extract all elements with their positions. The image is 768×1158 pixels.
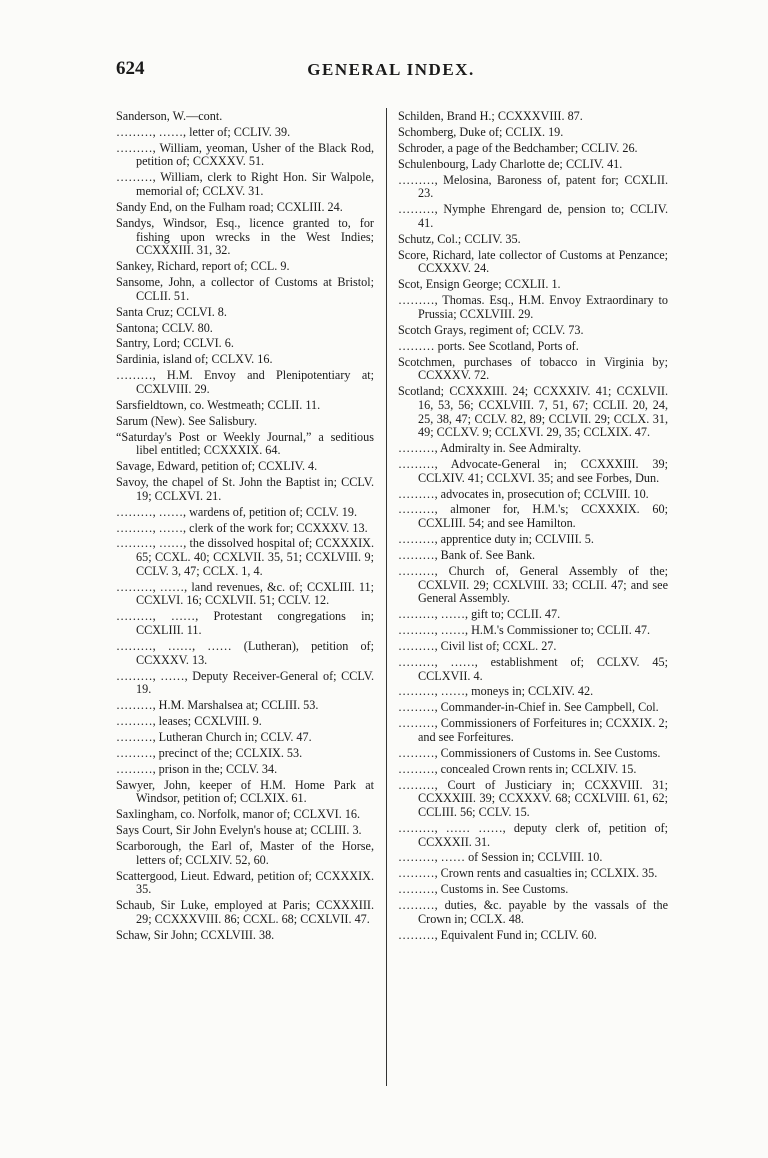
index-entry: Schilden, Brand H.; CCXXXVIII. 87.: [398, 109, 583, 123]
index-entry: Schaub, Sir Luke, employed at Paris; CCXXXIII. 29; CCXXXVIII. 86; CCXL. 68; CCXLVII. 47.: [116, 898, 374, 926]
index-entry: ………, Equivalent Fund in; CCLIV. 60.: [398, 927, 597, 942]
index-entry: ………, Advocate-General in; CCXXXIII. 39; CCLXIV. 41; CCLXVI. 35; and see Forbes, Dun.: [398, 456, 668, 485]
index-entry: ………, William, yeoman, Usher of the Black Rod, petition of; CCXXXV. 51.: [116, 140, 374, 169]
index-entry: Scot, Ensign George; CCXLII. 1.: [398, 277, 561, 292]
index-entry: Sansome, John, a collector of Customs at Bristol; CCLII. 51.: [116, 275, 374, 303]
index-entry: Sandys, Windsor, Esq., licence granted to, for fishing upon wrecks in the West Indies; CCXXXIII. 31, 32.: [116, 215, 374, 258]
index-entry: Sarsfieldtown, co. Westmeath; CCLII. 11.: [116, 397, 321, 412]
index-entry: ………, Crown rents and casualties in; CCLXIX. 35.: [398, 866, 658, 881]
index-entry: ………, Customs in. See Customs.: [398, 882, 569, 897]
index-entry: Schomberg, Duke of; CCLIX. 19.: [398, 124, 564, 139]
index-entry: Scattergood, Lieut. Edward, petition of; CCXXXIX. 35.: [116, 868, 374, 897]
index-entry: ………, Thomas. Esq., H.M. Envoy Extraordinary to Prussia; CCXLVIII. 29.: [398, 293, 668, 321]
index-entry: ………, Admiralty in. See Admiralty.: [398, 441, 582, 456]
index-entry: Savoy, the chapel of St. John the Baptist in; CCLV. 19; CCLXVI. 21.: [116, 475, 374, 503]
index-entry: Scotland; CCXXXIII. 24; CCXXXIV. 41; CCXLVII. 16, 53, 56; CCXLVIII. 7, 51, 67; CCLII. 20, 24, 25, 38, 47; CCLV. 82, 89; CCLVII. 29; CCLX. 31, 49; CCLXV. 9; CCLXVI. 29, 35; CCLXIX. 47.: [398, 384, 668, 440]
index-entry: Savage, Edward, petition of; CCXLIV. 4.: [116, 459, 318, 474]
index-entry: ………, Nymphe Ehrengard de, pension to; CCLIV. 41.: [398, 202, 668, 230]
index-entry: Santry, Lord; CCLVI. 6.: [116, 336, 234, 351]
index-entry: Score, Richard, late collector of Customs at Penzance; CCXXXV. 24.: [398, 247, 668, 276]
index-entry: ………, ……, …… (Lutheran), petition of; CCXXXV. 13.: [116, 638, 374, 667]
page-number: 624: [116, 58, 145, 79]
index-entry: ………, Civil list of; CCXL. 27.: [398, 638, 557, 653]
index-entry: ………, ……, the dissolved hospital of; CCXXXIX. 65; CCXL. 40; CCXLVII. 35, 51; CCXLVIII. 9; CCLV. 3, 47; CCLX. 1, 4.: [116, 536, 374, 578]
index-entry: ………, ……, establishment of; CCLXV. 45; CCLXVII. 4.: [398, 654, 668, 683]
index-entry: Schroder, a page of the Bedchamber; CCLIV. 26.: [398, 140, 638, 155]
index-entry: ………, precinct of the; CCLXIX. 53.: [116, 745, 303, 760]
index-entry: ………, ……, gift to; CCLII. 47.: [398, 607, 561, 622]
index-entry: ………, advocates in, prosecution of; CCLVIII. 10.: [398, 486, 649, 501]
index-column-left: [116, 110, 374, 945]
index-entry: ………, duties, &c. payable by the vassals of the Crown in; CCLX. 48.: [398, 898, 668, 926]
index-entry: ………, prison in the; CCLV. 34.: [116, 761, 278, 776]
index-entry: Scarborough, the Earl of, Master of the Horse, letters of; CCLXIV. 52, 60.: [116, 838, 374, 867]
index-entry: Scotchmen, purchases of tobacco in Virginia by; CCXXXV. 72.: [398, 354, 668, 383]
running-title: GENERAL INDEX.: [307, 60, 475, 79]
index-entry: ………, apprentice duty in; CCLVIII. 5.: [398, 532, 594, 547]
index-entry: Says Court, Sir John Evelyn's house at; CCLIII. 3.: [116, 823, 362, 838]
index-entry: ………, …… ……, deputy clerk of, petition of; CCXXXII. 31.: [398, 820, 668, 849]
index-entry: ………, ……, Deputy Receiver-General of; CCLV. 19.: [116, 668, 374, 697]
index-entry: ………, concealed Crown rents in; CCLXIV. 15.: [398, 761, 637, 776]
index-column-right: [398, 110, 668, 945]
index-entry: ………, Commissioners of Customs in. See Customs.: [398, 745, 661, 760]
index-entry: Schaw, Sir John; CCXLVIII. 38.: [116, 927, 275, 942]
index-entry: ………, Commissioners of Forfeitures in; CCXXIX. 2; and see Forfeitures.: [398, 716, 668, 744]
index-entry: ………, leases; CCXLVIII. 9.: [116, 714, 262, 728]
page-header: [116, 58, 666, 88]
index-entry: Saxlingham, co. Norfolk, manor of; CCLXVI. 16.: [116, 807, 361, 822]
index-entry: ………, Lutheran Church in; CCLV. 47.: [116, 729, 312, 744]
index-entry: ……… ports. See Scotland, Ports of.: [398, 338, 579, 353]
index-entry: ………, ……, land revenues, &c. of; CCXLIII. 11; CCXLVI. 16; CCXLVII. 51; CCLV. 12.: [116, 579, 374, 608]
index-entry: “Saturday's Post or Weekly Journal,” a seditious libel entitled; CCXXXIX. 64.: [116, 429, 374, 458]
index-entry: ………, Commander-in-Chief in. See Campbell, Col.: [398, 700, 659, 715]
index-entry: ………, ……, H.M.'s Commissioner to; CCLII. 47.: [398, 623, 651, 638]
index-entry: Santa Cruz; CCLVI. 8.: [116, 304, 227, 319]
index-entry: Sarum (New). See Salisbury.: [116, 413, 258, 428]
index-entry: ………, ……, moneys in; CCLXIV. 42.: [398, 684, 594, 699]
index-entry: ………, H.M. Envoy and Plenipotentiary at; CCXLVIII. 29.: [116, 368, 374, 396]
index-entry: ………, H.M. Marshalsea at; CCLIII. 53.: [116, 698, 319, 713]
index-entry: Sawyer, John, keeper of H.M. Home Park at Windsor, petition of; CCLXIX. 61.: [116, 777, 374, 806]
index-entry: Sanderson, W.—cont.: [116, 109, 223, 123]
column-divider: [386, 108, 387, 1086]
index-entry: ………, ……, Protestant congregations in; CCXLIII. 11.: [116, 609, 374, 638]
index-entry: ………, Court of Justiciary in; CCXXVIII. 31; CCXXXIII. 39; CCXXXV. 68; CCXLVIII. 61, 62; CCLIII. 56; CCLV. 15.: [398, 777, 668, 819]
index-entry: Santona; CCLV. 80.: [116, 320, 213, 335]
index-entry: Schulenbourg, Lady Charlotte de; CCLIV. 41.: [398, 156, 623, 171]
index-entry: Scotch Grays, regiment of; CCLV. 73.: [398, 322, 584, 337]
index-entry: Sardinia, island of; CCLXV. 16.: [116, 352, 273, 367]
index-entry: ………, almoner for, H.M.'s; CCXXXIX. 60; CCXLIII. 54; and see Hamilton.: [398, 502, 668, 531]
index-entry: Schutz, Col.; CCLIV. 35.: [398, 231, 521, 246]
index-entry: Sankey, Richard, report of; CCL. 9.: [116, 259, 290, 274]
index-entry: ………, Melosina, Baroness of, patent for; CCXLII. 23.: [398, 172, 668, 201]
index-entry: ………, Church of, General Assembly of the; CCXLVII. 29; CCXLVIII. 33; CCLII. 47; and see General Assembly.: [398, 563, 668, 606]
index-entry: ………, William, clerk to Right Hon. Sir Walpole, memorial of; CCLXV. 31.: [116, 170, 374, 199]
index-entry: ………, Bank of. See Bank.: [398, 547, 536, 562]
index-entry: ………, ……, letter of; CCLIV. 39.: [116, 124, 291, 139]
index-entry: ………, ……, clerk of the work for; CCXXXV. 13.: [116, 520, 368, 535]
index-entry: Sandy End, on the Fulham road; CCXLIII. 24.: [116, 199, 343, 214]
index-entry: ………, …… of Session in; CCLVIII. 10.: [398, 850, 603, 865]
index-entry: ………, ……, wardens of, petition of; CCLV. 19.: [116, 504, 358, 519]
